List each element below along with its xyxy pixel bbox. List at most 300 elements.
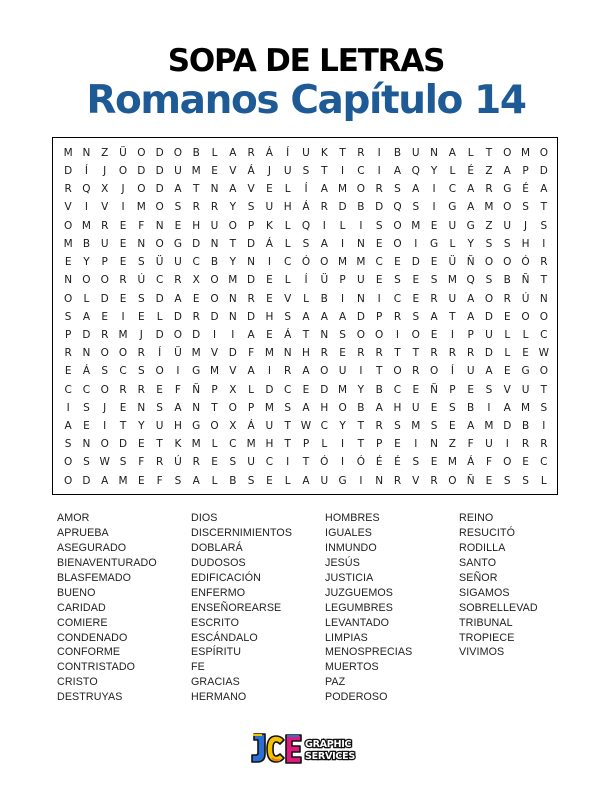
grid-letter: I <box>377 292 381 305</box>
grid-letter: S <box>302 237 310 250</box>
grid-letter: A <box>229 146 237 159</box>
grid-letter: E <box>503 310 511 323</box>
grid-letter: V <box>229 165 237 178</box>
grid-letter: E <box>101 310 109 323</box>
word-item: BLASFEMADO <box>57 571 132 584</box>
grid-letter: I <box>267 256 271 269</box>
grid-letter: E <box>174 219 182 232</box>
grid-letter: C <box>229 438 237 451</box>
grid-letter: Ú <box>521 292 530 305</box>
grid-letter: Ü <box>320 274 329 287</box>
grid-letter: D <box>247 274 256 287</box>
grid-letter: R <box>247 146 255 159</box>
grid-letter: I <box>212 328 217 341</box>
grid-letter: S <box>503 474 511 487</box>
grid-letter: W <box>538 347 550 360</box>
grid-letter: C <box>192 256 200 269</box>
word-item: HOMBRES <box>325 512 380 524</box>
grid-letter: E <box>430 456 438 469</box>
grid-letter: S <box>229 456 237 469</box>
word-item: RODILLA <box>459 541 506 554</box>
grid-letter: N <box>210 237 219 250</box>
grid-letter: I <box>103 420 107 432</box>
grid-letter: U <box>210 219 219 232</box>
grid-letter: E <box>430 328 438 341</box>
grid-letter: O <box>503 146 512 159</box>
grid-letter: U <box>411 401 420 414</box>
grid-letter: V <box>101 201 109 214</box>
word-item: SANTO <box>459 556 497 569</box>
grid-letter: D <box>82 328 91 341</box>
grid-letter: H <box>393 401 402 414</box>
grid-letter: B <box>503 274 511 287</box>
grid-letter: D <box>503 420 512 432</box>
grid-letter: N <box>192 401 201 414</box>
grid-letter: D <box>100 292 109 305</box>
grid-letter: R <box>521 438 530 451</box>
grid-letter: F <box>138 456 145 469</box>
grid-letter: E <box>192 292 200 305</box>
grid-letter: G <box>466 219 475 232</box>
grid-letter: I <box>542 420 546 432</box>
grid-letter: D <box>320 383 329 396</box>
grid-letter: A <box>174 401 182 414</box>
grid-letter: R <box>375 347 383 360</box>
grid-letter: G <box>192 365 201 378</box>
grid-letter: O <box>173 146 183 159</box>
grid-letter: E <box>485 474 493 487</box>
grid-letter: I <box>341 438 345 451</box>
word-item: CONFORME <box>57 646 121 659</box>
grid-letter: O <box>429 365 439 378</box>
grid-letter: R <box>430 347 438 360</box>
grid-letter: Ñ <box>466 256 475 269</box>
grid-letter: E <box>449 420 456 432</box>
grid-letter: P <box>522 165 529 178</box>
grid-letter: Á <box>467 456 475 469</box>
word-item: AMOR <box>57 512 90 524</box>
grid-letter: G <box>173 237 182 250</box>
grid-letter: L <box>211 146 218 159</box>
grid-letter: Ñ <box>192 383 201 396</box>
grid-letter: A <box>412 183 420 196</box>
grid-letter: R <box>247 292 255 305</box>
grid-letter: N <box>247 256 256 269</box>
grid-letter: N <box>430 146 438 159</box>
grid-letter: S <box>247 474 255 487</box>
grid-letter: I <box>377 146 381 159</box>
word-item: ESCRITO <box>191 616 240 629</box>
grid-letter: A <box>101 474 109 487</box>
grid-letter: T <box>540 274 548 287</box>
grid-letter: O <box>100 347 109 360</box>
grid-letter: R <box>503 292 511 305</box>
grid-letter: I <box>176 365 180 378</box>
grid-letter: K <box>320 146 328 159</box>
grid-letter: R <box>393 310 402 323</box>
grid-letter: O <box>521 310 530 323</box>
grid-letter: E <box>394 438 401 451</box>
word-item: EDIFICACIÓN <box>191 571 261 584</box>
grid-letter: U <box>247 456 255 469</box>
grid-letter: S <box>394 420 401 432</box>
grid-letter: I <box>286 456 290 469</box>
grid-letter: M <box>411 420 421 432</box>
grid-letter: I <box>267 365 271 378</box>
grid-letter: F <box>248 347 255 360</box>
grid-letter: D <box>64 165 73 178</box>
grid-letter: Í <box>286 146 290 159</box>
grid-letter: A <box>82 310 91 323</box>
grid-letter: M <box>356 256 366 269</box>
grid-letter: B <box>357 201 365 214</box>
grid-letter: T <box>375 365 383 378</box>
grid-letter: R <box>101 328 109 341</box>
grid-letter: N <box>320 328 329 341</box>
grid-letter: Á <box>284 328 292 341</box>
grid-letter: O <box>356 183 366 196</box>
grid-letter: T <box>302 328 310 341</box>
grid-letter: D <box>228 347 237 360</box>
grid-letter: M <box>447 456 457 469</box>
grid-letter: O <box>393 365 402 378</box>
word-item: ENSEÑOREARSE <box>191 601 282 614</box>
grid-letter: D <box>411 256 420 269</box>
jce-graphic-services-logo <box>250 731 362 767</box>
grid-letter: N <box>82 347 91 360</box>
grid-letter: H <box>265 438 274 451</box>
grid-letter: I <box>341 292 345 305</box>
grid-letter: S <box>284 401 292 414</box>
grid-letter: É <box>522 183 529 196</box>
grid-letter: T <box>540 201 548 214</box>
word-item: JUSTICIA <box>325 571 374 584</box>
grid-letter: S <box>375 219 383 232</box>
grid-letter: L <box>284 474 291 487</box>
grid-letter: D <box>210 310 219 323</box>
word-item: CONTRISTADO <box>57 661 136 674</box>
grid-letter: M <box>411 219 421 232</box>
grid-letter: E <box>430 219 438 232</box>
grid-letter: R <box>64 183 72 196</box>
grid-letter: Y <box>138 420 145 432</box>
grid-letter: E <box>375 237 383 250</box>
grid-letter: S <box>394 274 401 287</box>
logo-mark-c <box>267 736 284 762</box>
letter-grid-frame <box>52 137 558 495</box>
grid-letter: N <box>283 347 292 360</box>
grid-letter: O <box>210 292 219 305</box>
grid-letter: C <box>265 456 274 469</box>
grid-letter: A <box>302 401 310 414</box>
word-list-column-2 <box>191 511 325 711</box>
grid-letter: U <box>357 274 365 287</box>
grid-letter: L <box>83 292 90 305</box>
word-item: JUZGUEMOS <box>325 586 393 599</box>
grid-letter: A <box>302 365 310 378</box>
grid-letter: R <box>284 365 292 378</box>
grid-letter: H <box>192 219 201 232</box>
grid-letter: M <box>191 165 201 178</box>
grid-letter: B <box>192 146 200 159</box>
word-item: DOBLARÁ <box>191 541 243 554</box>
grid-letter: I <box>414 237 418 250</box>
grid-letter: L <box>303 292 309 305</box>
grid-letter: D <box>118 438 128 451</box>
word-item: BUENO <box>57 586 96 599</box>
grid-letter: N <box>137 237 146 250</box>
grid-letter: O <box>100 274 109 287</box>
grid-letter: R <box>192 310 200 323</box>
letter-grid <box>59 144 553 490</box>
grid-letter: T <box>412 347 419 360</box>
grid-letter: C <box>119 365 127 378</box>
grid-letter: R <box>192 456 200 469</box>
word-item: DISCERNIMIENTOS <box>191 526 293 539</box>
grid-letter: C <box>320 420 328 432</box>
grid-letter: A <box>174 183 182 196</box>
grid-letter: Í <box>84 165 88 178</box>
grid-letter: D <box>247 237 256 250</box>
grid-letter: N <box>539 292 548 305</box>
grid-letter: S <box>449 401 456 414</box>
grid-letter: P <box>376 310 383 323</box>
grid-letter: C <box>284 383 292 396</box>
word-list <box>57 511 557 711</box>
grid-letter: B <box>82 237 91 250</box>
grid-letter: R <box>357 347 365 360</box>
grid-letter: V <box>247 183 255 196</box>
grid-letter: L <box>467 146 474 159</box>
grid-letter: W <box>99 456 110 469</box>
grid-letter: E <box>119 292 127 305</box>
grid-letter: H <box>283 201 292 214</box>
grid-letter: M <box>209 365 220 378</box>
grid-letter: J <box>121 183 125 196</box>
grid-letter: O <box>210 420 219 432</box>
grid-letter: S <box>64 310 72 323</box>
grid-letter: M <box>521 146 531 159</box>
grid-letter: I <box>505 438 509 451</box>
grid-letter: A <box>503 401 511 414</box>
grid-letter: Ü <box>155 256 164 269</box>
grid-letter: D <box>356 310 365 323</box>
grid-letter: N <box>82 438 91 451</box>
grid-letter: A <box>229 183 237 196</box>
grid-letter: L <box>449 165 456 178</box>
grid-letter: M <box>191 347 201 360</box>
grid-letter: R <box>174 274 182 287</box>
grid-letter: E <box>119 401 127 414</box>
word-item: CARIDAD <box>57 601 106 614</box>
grid-letter: J <box>103 165 107 178</box>
grid-letter: U <box>485 438 493 451</box>
word-item: DESTRUYAS <box>57 691 123 704</box>
grid-letter: D <box>82 474 91 487</box>
grid-letter: Q <box>301 219 311 232</box>
grid-letter: U <box>302 146 310 159</box>
grid-letter: M <box>338 256 348 269</box>
grid-letter: N <box>356 292 365 305</box>
grid-letter: E <box>64 256 72 269</box>
grid-letter: D <box>484 310 493 323</box>
word-list-column-3 <box>325 511 459 711</box>
grid-letter: E <box>339 347 346 360</box>
grid-letter: N <box>137 401 146 414</box>
grid-letter: A <box>320 183 328 196</box>
grid-letter: S <box>247 201 255 214</box>
grid-letter: S <box>137 292 145 305</box>
grid-letter: U <box>411 146 420 159</box>
grid-letter: M <box>447 274 457 287</box>
grid-letter: O <box>228 219 237 232</box>
grid-letter: U <box>320 474 329 487</box>
grid-letter: L <box>211 474 218 487</box>
grid-letter: I <box>341 456 345 469</box>
grid-letter: S <box>522 474 529 487</box>
word-item: ASEGURADO <box>57 541 127 554</box>
grid-letter: R <box>101 219 109 232</box>
grid-letter: A <box>467 310 475 323</box>
grid-letter: T <box>357 420 365 432</box>
grid-letter: M <box>136 201 146 214</box>
grid-letter: U <box>448 219 457 232</box>
grid-letter: E <box>503 365 511 378</box>
grid-letter: A <box>174 292 182 305</box>
grid-letter: A <box>503 165 511 178</box>
grid-letter: S <box>430 274 438 287</box>
grid-letter: M <box>63 146 73 159</box>
grid-letter: A <box>467 183 475 196</box>
grid-letter: I <box>432 201 436 214</box>
grid-letter: R <box>137 383 145 396</box>
grid-letter: J <box>103 401 107 414</box>
grid-letter: L <box>156 310 163 323</box>
grid-letter: Ó <box>301 256 311 269</box>
grid-letter: Y <box>339 420 346 432</box>
grid-letter: C <box>82 383 91 396</box>
grid-letter: U <box>155 420 164 432</box>
grid-letter: F <box>174 383 181 396</box>
logo-mark-j <box>252 734 265 762</box>
grid-letter: V <box>229 365 237 378</box>
grid-letter: N <box>356 237 365 250</box>
grid-letter: A <box>338 310 347 323</box>
grid-letter: S <box>174 474 182 487</box>
grid-letter: I <box>322 219 326 232</box>
word-item: VIVIMOS <box>459 646 505 659</box>
grid-letter: O <box>155 365 164 378</box>
grid-letter: V <box>412 474 420 487</box>
grid-letter: T <box>119 420 127 432</box>
grid-letter: L <box>504 347 511 360</box>
grid-letter: B <box>393 146 402 159</box>
grid-letter: N <box>430 438 438 451</box>
grid-letter: D <box>539 165 548 178</box>
grid-letter: Á <box>247 165 255 178</box>
grid-letter: E <box>211 165 218 178</box>
word-item: DIOS <box>191 512 218 524</box>
grid-letter: D <box>155 146 164 159</box>
grid-letter: R <box>430 474 438 487</box>
grid-letter: S <box>540 401 548 414</box>
grid-letter: Ü <box>174 347 182 360</box>
grid-letter: X <box>101 183 109 196</box>
word-item: MUERTOS <box>325 661 379 674</box>
grid-letter: D <box>155 328 164 341</box>
grid-letter: Y <box>229 256 237 269</box>
word-item: REINO <box>459 512 494 524</box>
grid-letter: Í <box>450 365 454 378</box>
grid-letter: I <box>377 165 381 178</box>
grid-letter: O <box>411 328 420 341</box>
grid-letter: X <box>229 383 237 396</box>
grid-letter: A <box>302 474 310 487</box>
grid-letter: Q <box>82 183 91 196</box>
grid-letter: I <box>341 165 345 178</box>
grid-letter: Ú <box>174 456 182 469</box>
grid-letter: T <box>302 456 310 469</box>
grid-letter: U <box>448 292 457 305</box>
puzzle-heading: SOPA DE LETRAS <box>167 43 445 79</box>
grid-letter: U <box>265 420 274 432</box>
grid-letter: Á <box>82 365 91 378</box>
grid-letter: I <box>359 474 363 487</box>
grid-letter: R <box>320 201 328 214</box>
grid-letter: A <box>540 183 548 196</box>
grid-letter: R <box>485 183 493 196</box>
grid-letter: H <box>173 420 182 432</box>
grid-letter: Ñ <box>466 474 475 487</box>
grid-letter: L <box>284 237 291 250</box>
word-item: ENFERMO <box>191 586 246 599</box>
grid-letter: S <box>64 438 72 451</box>
word-item: RESUCITÓ <box>459 526 516 539</box>
grid-letter: B <box>210 256 219 269</box>
grid-letter: Á <box>265 237 273 250</box>
word-item: JESÚS <box>325 556 360 569</box>
grid-letter: R <box>119 274 127 287</box>
grid-letter: O <box>173 328 183 341</box>
word-item: GRACIAS <box>191 676 240 689</box>
grid-letter: E <box>430 256 438 269</box>
grid-letter: D <box>155 165 164 178</box>
grid-letter: R <box>119 383 127 396</box>
grid-letter: L <box>248 383 255 396</box>
grid-letter: S <box>394 183 401 196</box>
word-item: PAZ <box>325 676 346 689</box>
grid-letter: E <box>138 474 145 487</box>
grid-letter: L <box>522 328 529 341</box>
grid-letter: A <box>320 310 328 323</box>
grid-letter: Z <box>485 165 493 178</box>
grid-letter: E <box>467 383 474 396</box>
grid-letter: Á <box>247 420 255 432</box>
grid-letter: L <box>284 183 291 196</box>
grid-letter: I <box>359 365 363 378</box>
grid-letter: O <box>448 474 457 487</box>
word-item: COMIERE <box>57 616 108 629</box>
grid-letter: E <box>156 383 163 396</box>
grid-letter: T <box>284 438 291 451</box>
grid-letter: M <box>118 474 128 487</box>
word-item: HERMANO <box>191 691 247 704</box>
word-item: INMUNDO <box>325 541 377 554</box>
word-item: CONDENADO <box>57 631 128 644</box>
grid-letter: O <box>82 274 91 287</box>
grid-letter: X <box>229 420 237 432</box>
grid-letter: M <box>264 401 274 414</box>
